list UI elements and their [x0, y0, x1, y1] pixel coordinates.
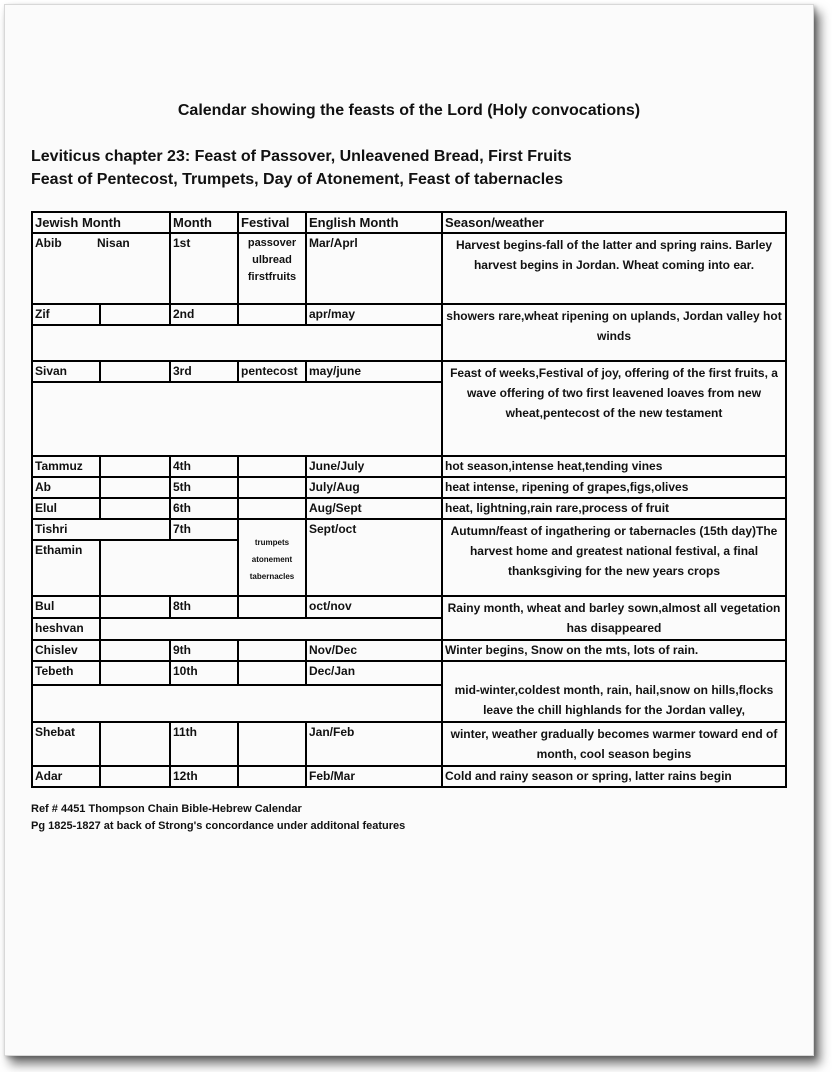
- month-number: 4th: [170, 456, 238, 477]
- references: [31, 801, 405, 835]
- month-number: 8th: [170, 596, 238, 618]
- month-name: Adar: [32, 766, 100, 787]
- season-text: showers rare,wheat ripening on uplands, Jordan valley hot winds: [442, 304, 786, 361]
- season-text: Feast of weeks,Festival of joy, offering of the first fruits, a wave offering of two first leavened loaves from new wheat,pentecost of the new testament: [442, 361, 786, 456]
- alt-name-cell: [100, 722, 170, 766]
- season-text: Autumn/feast of ingathering or tabernacles (15th day)The harvest home and greatest national festival, a final thanksgiving for the new years crops: [442, 519, 786, 596]
- alt-name-cell: [100, 304, 170, 325]
- month-number: 2nd: [170, 304, 238, 325]
- page-title: Calendar showing the feasts of the Lord (Holy convocations): [177, 102, 641, 119]
- alt-name-cell: [100, 596, 170, 618]
- festival-name: atonement: [251, 555, 293, 564]
- festival-cell: [238, 233, 306, 304]
- month-name: Elul: [32, 498, 100, 519]
- header-english-month: English Month: [306, 212, 442, 233]
- month-number: 1st: [170, 233, 238, 304]
- month-name: Abib: [35, 236, 62, 250]
- english-month: July/Aug: [306, 477, 442, 498]
- month-name: Chislev: [32, 640, 100, 661]
- english-month: Sept/oct: [306, 519, 442, 596]
- spacer-cell: [100, 618, 442, 640]
- season-text: Harvest begins-fall of the latter and spring rains. Barley harvest begins in Jordan. Wheat coming into ear.: [442, 233, 786, 304]
- month-number: 9th: [170, 640, 238, 661]
- month-number: 6th: [170, 498, 238, 519]
- english-month: oct/nov: [306, 596, 442, 618]
- table-row: [32, 596, 786, 618]
- table-row: [32, 361, 786, 382]
- month-name: Tishri: [32, 519, 170, 540]
- season-text: mid-winter,coldest month, rain, hail,snow on hills,flocks leave the chill highlands for the Jordan valley,: [442, 661, 786, 722]
- festival-name: trumpets: [254, 538, 290, 547]
- festival-cell: [238, 596, 306, 618]
- season-text: Cold and rainy season or spring, latter rains begin: [442, 766, 786, 787]
- english-month: June/July: [306, 456, 442, 477]
- festival-cell: [238, 498, 306, 519]
- festival-name: firstfruits: [247, 271, 297, 283]
- table-row: [32, 498, 786, 519]
- english-month: Nov/Dec: [306, 640, 442, 661]
- season-text: heat, lightning,rain rare,process of fruit: [442, 498, 786, 519]
- season-text: Winter begins, Snow on the mts, lots of rain.: [442, 640, 786, 661]
- month-number: 3rd: [170, 361, 238, 382]
- month-number: 10th: [170, 661, 238, 685]
- header-festival: Festival: [238, 212, 306, 233]
- table-row: [32, 661, 786, 685]
- month-name: Ab: [32, 477, 100, 498]
- month-name: Tammuz: [32, 456, 100, 477]
- spacer-cell: [32, 325, 442, 361]
- festival-cell: [238, 304, 306, 325]
- alt-name-cell: [100, 498, 170, 519]
- header-month: Month: [170, 212, 238, 233]
- jewish-month-cell: [32, 233, 170, 304]
- festival-name: tabernacles: [249, 572, 295, 581]
- header-season-weather: Season/weather: [442, 212, 786, 233]
- festival-name: ulbread: [252, 254, 292, 266]
- season-text: hot season,intense heat,tending vines: [442, 456, 786, 477]
- festival-cell: [238, 766, 306, 787]
- month-alt-name: Nisan: [97, 236, 130, 250]
- reference-line: Pg 1825-1827 at back of Strong's concordance under additonal features: [31, 820, 406, 832]
- english-month: Jan/Feb: [306, 722, 442, 766]
- spacer-cell: [100, 540, 238, 596]
- table-row: [32, 233, 786, 304]
- document-page: [4, 4, 814, 1056]
- festival-name: pentecost: [238, 361, 306, 382]
- subtitle-line-2: Feast of Pentecost, Trumpets, Day of Atonement, Feast of tabernacles: [31, 171, 563, 188]
- table-row: [32, 456, 786, 477]
- festival-cell: [238, 519, 306, 596]
- english-month: apr/may: [306, 304, 442, 325]
- spacer-cell: [32, 382, 442, 456]
- subtitle-line-1: Leviticus chapter 23: Feast of Passover, Unleavened Bread, First Fruits: [31, 148, 572, 165]
- table-row: [32, 477, 786, 498]
- month-number: 5th: [170, 477, 238, 498]
- alt-name-cell: [100, 766, 170, 787]
- month-alt-name: Ethamin: [32, 540, 100, 596]
- english-month: may/june: [306, 361, 442, 382]
- alt-name-cell: [100, 456, 170, 477]
- month-name: Shebat: [32, 722, 100, 766]
- english-month: Mar/Aprl: [306, 233, 442, 304]
- festival-cell: [238, 477, 306, 498]
- month-name: Tebeth: [32, 661, 100, 685]
- season-text: winter, weather gradually becomes warmer toward end of month, cool season begins: [442, 722, 786, 766]
- month-name: Bul: [32, 596, 100, 618]
- table-row: [32, 722, 786, 766]
- table-row: [32, 766, 786, 787]
- month-name: Sivan: [32, 361, 100, 382]
- alt-name-cell: [100, 361, 170, 382]
- month-alt-name: heshvan: [32, 618, 100, 640]
- alt-name-cell: [100, 477, 170, 498]
- english-month: Feb/Mar: [306, 766, 442, 787]
- month-number: 11th: [170, 722, 238, 766]
- table-row: [32, 519, 786, 540]
- month-number: 12th: [170, 766, 238, 787]
- subtitle: [31, 145, 572, 191]
- festival-cell: [238, 456, 306, 477]
- reference-line: Ref # 4451 Thompson Chain Bible-Hebrew Calendar: [31, 803, 302, 815]
- festival-cell: [238, 661, 306, 685]
- festival-cell: [238, 722, 306, 766]
- table-row: [32, 640, 786, 661]
- alt-name-cell: [100, 640, 170, 661]
- table-row: [32, 304, 786, 325]
- season-text: Rainy month, wheat and barley sown,almost all vegetation has disappeared: [442, 596, 786, 640]
- table-header-row: [32, 212, 786, 233]
- spacer-cell: [32, 685, 442, 722]
- english-month: Dec/Jan: [306, 661, 442, 685]
- season-text: heat intense, ripening of grapes,figs,olives: [442, 477, 786, 498]
- header-jewish-month: Jewish Month: [32, 212, 170, 233]
- festival-name: passover: [247, 237, 297, 249]
- alt-name-cell: [100, 661, 170, 685]
- calendar-table: [31, 211, 787, 788]
- month-name: Zif: [32, 304, 100, 325]
- english-month: Aug/Sept: [306, 498, 442, 519]
- month-number: 7th: [170, 519, 238, 540]
- festival-cell: [238, 640, 306, 661]
